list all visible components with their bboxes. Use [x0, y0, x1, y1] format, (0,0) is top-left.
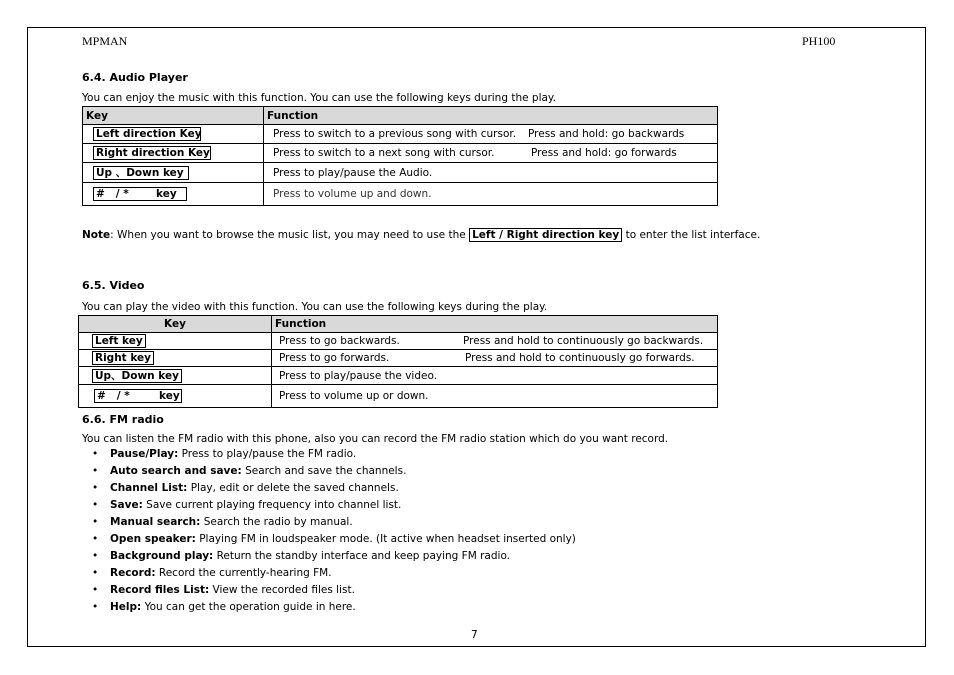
header-model: PH100 — [802, 34, 836, 48]
function-text: Press to go backwards. — [279, 335, 400, 347]
video-col-function: Function — [272, 316, 718, 333]
note-separator: : — [110, 229, 114, 241]
list-item — [82, 463, 576, 480]
audio-note — [82, 228, 760, 242]
list-item — [82, 582, 576, 599]
audio-col-function: Function — [264, 107, 718, 125]
video-heading: 6.5. Video — [82, 279, 145, 292]
item-text: View the recorded files list. — [212, 584, 355, 596]
item-label: Record files List: — [110, 584, 210, 596]
video-keys-table — [78, 315, 718, 408]
audio-heading: 6.4. Audio Player — [82, 71, 188, 84]
hold-text: Press and hold: go backwards — [528, 128, 685, 140]
function-text: Press to play/pause the Audio. — [273, 166, 433, 179]
item-label: Help: — [110, 601, 142, 613]
list-item — [82, 548, 576, 565]
item-label: Open speaker: — [110, 533, 196, 545]
function-text: Press to volume up and down. — [273, 188, 432, 200]
key-label: Left direction Key — [93, 127, 201, 141]
list-item — [82, 531, 576, 548]
hold-text: Press and hold: go forwards — [531, 147, 677, 159]
item-text: You can get the operation guide in here. — [144, 601, 356, 613]
key-suffix: key — [159, 390, 180, 402]
list-item — [82, 565, 576, 582]
function-text: Press to volume up or down. — [279, 390, 429, 402]
list-item — [82, 480, 576, 497]
item-label: Pause/Play: — [110, 448, 179, 460]
key-label: # / * — [97, 390, 130, 402]
table-row — [79, 367, 718, 385]
item-text: Play, edit or delete the saved channels. — [190, 482, 399, 494]
audio-intro: You can enjoy the music with this function. You can use the following keys during the play. — [82, 92, 556, 104]
item-text: Return the standby interface and keep paying FM radio. — [216, 550, 511, 562]
list-item — [82, 599, 576, 616]
fm-feature-list — [82, 446, 576, 616]
key-label: Up 、Down key — [93, 166, 189, 180]
list-item — [82, 497, 576, 514]
key-label: # / * — [96, 188, 129, 200]
audio-col-key: Key — [83, 107, 264, 125]
key-label: Right key — [92, 351, 154, 365]
note-text: When you want to browse the music list, you may need to use the — [117, 229, 466, 241]
table-row — [83, 183, 718, 206]
fm-intro: You can listen the FM radio with this phone, also you can record the FM radio station which do you want record. — [82, 433, 669, 445]
table-row — [83, 163, 718, 183]
item-label: Save: — [110, 499, 143, 511]
item-label: Auto search and save: — [110, 465, 242, 477]
table-row — [79, 350, 718, 367]
function-text: Press to play/pause the video. — [279, 369, 438, 382]
note-text-end: to enter the list interface. — [625, 229, 761, 241]
key-label: Left key — [92, 334, 146, 348]
function-text: Press to switch to a previous song with cursor. — [273, 128, 517, 140]
function-text: Press to go forwards. — [279, 352, 390, 364]
page-number: 7 — [471, 629, 478, 641]
audio-keys-table — [82, 106, 718, 206]
table-row — [79, 385, 718, 408]
key-suffix: key — [156, 188, 177, 200]
note-key: Left / Right direction key — [469, 228, 622, 242]
table-row — [79, 333, 718, 350]
item-label: Manual search: — [110, 516, 201, 528]
table-row — [83, 125, 718, 144]
item-text: Playing FM in loudspeaker mode. (It active when headset inserted only) — [199, 533, 576, 545]
key-label: Right direction Key — [93, 146, 211, 160]
item-label: Channel List: — [110, 482, 188, 494]
video-intro: You can play the video with this function. You can use the following keys during the play. — [82, 301, 548, 313]
note-label: Note — [82, 229, 111, 241]
item-text: Save current playing frequency into channel list. — [146, 499, 402, 511]
list-item — [82, 446, 576, 463]
item-text: Record the currently-hearing FM. — [158, 567, 332, 579]
item-text: Search the radio by manual. — [203, 516, 353, 528]
fm-heading: 6.6. FM radio — [82, 413, 164, 426]
list-item — [82, 514, 576, 531]
hold-text: Press and hold to continuously go backwards. — [463, 335, 704, 347]
key-label: Up、Down key — [92, 369, 182, 383]
video-col-key: Key — [79, 316, 272, 333]
hold-text: Press and hold to continuously go forwards. — [465, 352, 695, 364]
header-brand: MPMAN — [82, 34, 128, 48]
item-text: Press to play/pause the FM radio. — [181, 448, 357, 460]
function-text: Press to switch to a next song with cursor. — [273, 147, 495, 159]
item-text: Search and save the channels. — [245, 465, 407, 477]
table-row — [83, 144, 718, 163]
item-label: Background play: — [110, 550, 214, 562]
item-label: Record: — [110, 567, 156, 579]
